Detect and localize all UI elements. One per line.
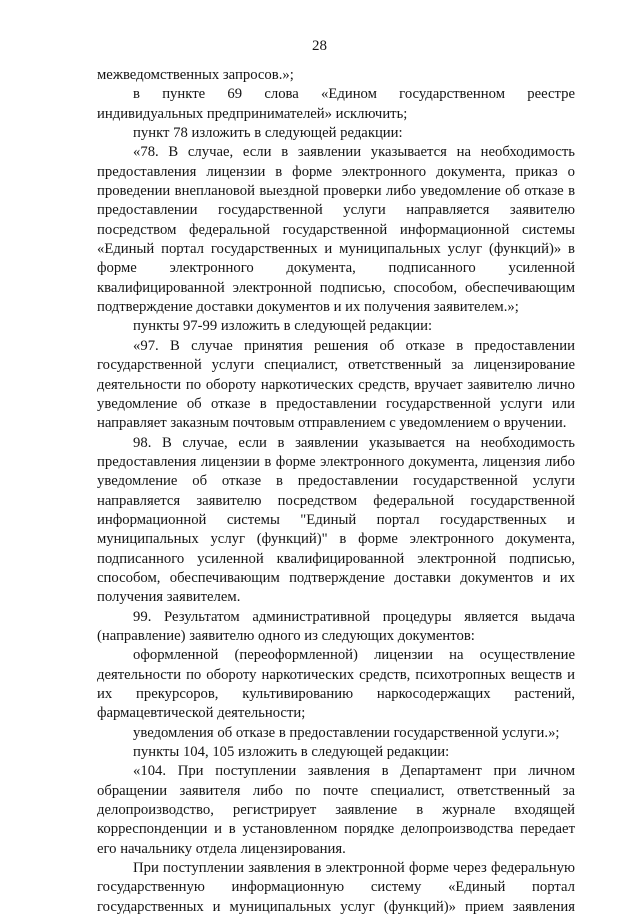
text-line: государственных и муниципальных услуг (функций)» прием заявления: [97, 898, 575, 915]
text-line: пункт 78 изложить в следующей редакции:: [133, 125, 403, 142]
text-line: в пункте 69 слова «Едином государственном реестре: [133, 86, 575, 103]
text-line: уведомления об отказе в предоставлении государственной услуги.»;: [133, 724, 560, 741]
text-line: оформленной (переоформленной) лицензии на осуществление: [133, 647, 575, 664]
text-line: предоставления лицензии в форме электронного документа, приказ о: [97, 163, 575, 180]
text-line: пункты 104, 105 изложить в следующей редакции:: [133, 744, 450, 761]
text-line: «Единый портал государственных и муниципальных услуг (функций)» в: [97, 241, 575, 258]
page-number: 28: [312, 38, 327, 54]
text-line: При поступлении заявления в электронной форме через федеральную: [133, 860, 575, 877]
text-line: 99. Результатом административной процедуры является выдача: [133, 608, 575, 625]
text-line: государственную информационную систему «Единый портал: [97, 879, 575, 896]
text-line: его начальнику отдела лицензирования.: [97, 840, 346, 857]
text-line: муниципальных услуг (функций)" в форме электронного документа,: [97, 531, 575, 548]
text-line: проведении внеплановой выездной проверки либо уведомление об отказе в: [97, 183, 575, 200]
text-line: уведомление об отказе в предоставлении государственной услуги: [97, 473, 575, 490]
text-line: их прекурсоров, культивированию наркосодержащих растений,: [97, 686, 575, 702]
text-line: фармацевтической деятельности;: [97, 705, 306, 722]
text-line: «78. В случае, если в заявлении указывается на необходимость: [133, 144, 575, 161]
text-line: форме электронного документа, подписанного усиленной: [97, 260, 575, 277]
text-line: предоставления лицензии в форме электронного документа, лицензия либо: [97, 453, 575, 470]
text-line: делопроизводство, регистрирует заявление в журнале входящей: [97, 802, 575, 819]
text-line: предоставлении государственной услуги направляется заявителю: [97, 202, 575, 219]
text-line: деятельности по обороту наркотических средств, вручает заявителю лично: [97, 376, 575, 393]
text-line: корреспонденции и в установленном порядке делопроизводства передает: [97, 821, 575, 838]
text-line: индивидуальных предпринимателей» исключить;: [97, 105, 408, 122]
text-line: квалифицированной электронной подписью, способом, обеспечивающим: [97, 279, 575, 296]
text-line: направляется заявителю посредством федеральной государственной: [97, 492, 575, 509]
text-line: пункты 97-99 изложить в следующей редакции:: [133, 318, 433, 335]
text-line: направляет заказным почтовым отправлением с уведомлением о вручении.: [97, 415, 567, 432]
text-line: «97. В случае принятия решения об отказе в предоставлении: [133, 337, 575, 354]
text-line: информационной системы "Единый портал государственных и: [97, 511, 575, 528]
text-line: получения заявителем.: [97, 589, 241, 606]
text-line: подтверждение доставки документов и их получения заявителем.»;: [97, 299, 519, 316]
text-line: способом, обеспечивающим подтверждение доставки документов и их: [97, 569, 575, 586]
text-line: обращении заявителя либо по почте специалист, ответственный за: [97, 782, 575, 799]
text-line: деятельности по обороту наркотических средств, психотропных веществ и: [97, 666, 575, 683]
text-line: межведомственных запросов.»;: [97, 67, 294, 83]
text-line: 98. В случае, если в заявлении указывается на необходимость: [133, 434, 575, 451]
text-line: подписанного усиленной квалифицированной электронной подписью,: [97, 550, 575, 567]
text-line: (направление) заявителю одного из следующих документов:: [97, 627, 475, 644]
document-text: [97, 66, 575, 917]
text-line: уведомление об отказе в предоставлении государственной услуги или: [97, 395, 575, 412]
text-line: «104. При поступлении заявления в Департамент при личном: [133, 763, 575, 780]
text-line: государственной услуги специалист, ответственный за лицензирование: [97, 357, 575, 374]
text-line: посредством федеральной государственной информационной системы: [97, 221, 575, 238]
